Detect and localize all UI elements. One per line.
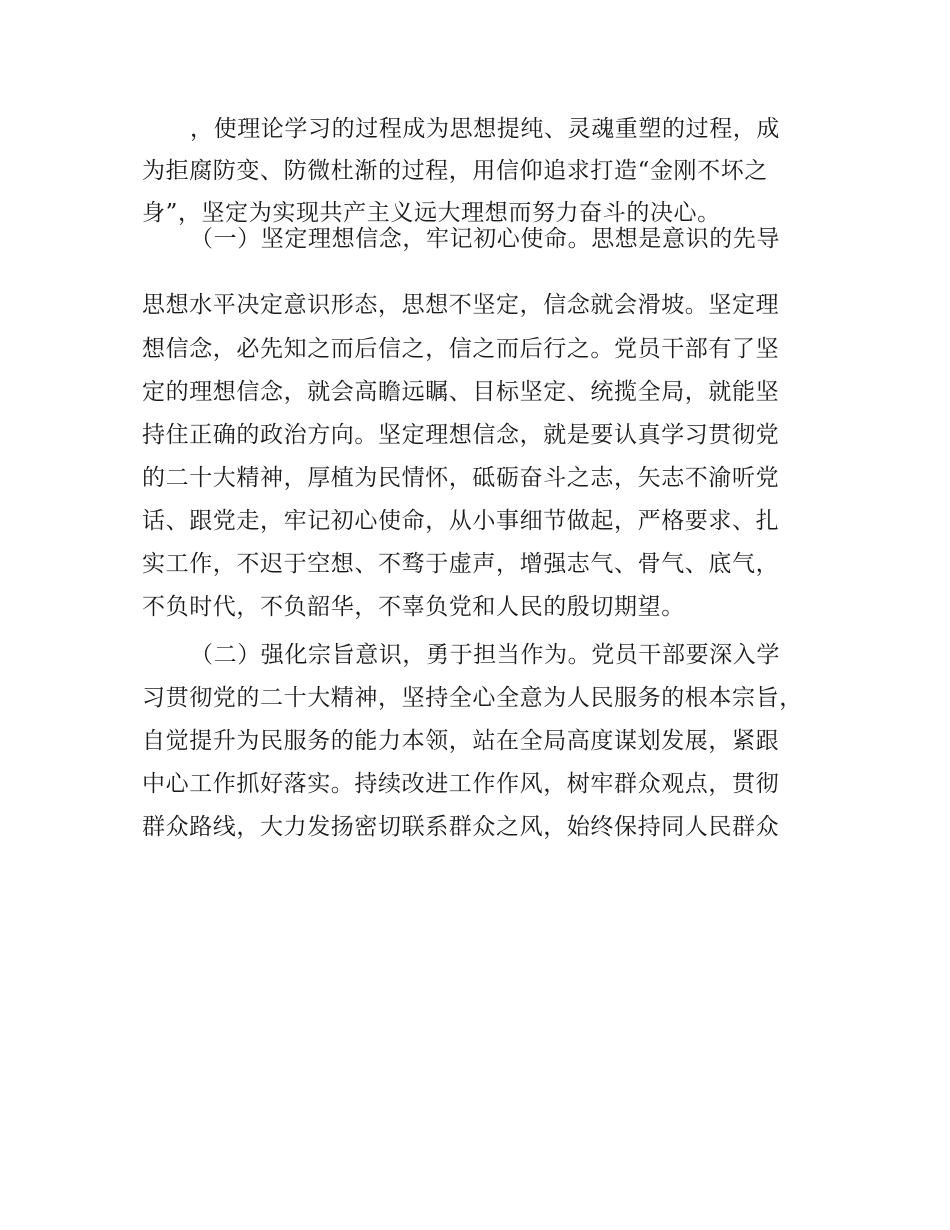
text-line: 的二十大精神，厚植为民情怀，砥砺奋斗之志，矢志不渝听党 (142, 465, 780, 491)
section-heading-line: （二）强化宗旨意识，勇于担当作为。党员干部要深入学 (190, 642, 780, 668)
text-line: 群众路线，大力发扬密切联系群众之风，始终保持同人民群众 (142, 814, 780, 840)
text-line: ，使理论学习的过程成为思想提纯、灵魂重塑的过程，成 (190, 116, 780, 142)
text-line: 话、跟党走，牢记初心使命，从小事细节做起，严格要求、扎 (142, 508, 780, 534)
text-line: 持住正确的政治方向。坚定理想信念，就是要认真学习贯彻党 (142, 422, 780, 448)
text-line: 身”，坚定为实现共产主义远大理想而努力奋斗的决心。 (142, 200, 721, 226)
section-heading-line: （一）坚定理想信念，牢记初心使命。思想是意识的先导 (190, 226, 780, 252)
text-line: 不负时代，不负韶华，不辜负党和人民的殷切期望。 (142, 594, 685, 620)
text-line: 定的理想信念，就会高瞻远瞩、目标坚定、统揽全局，就能坚 (142, 379, 780, 405)
text-line: 中心工作抓好落实。持续改进工作作风，树牢群众观点，贯彻 (142, 771, 780, 797)
text-line: 思想水平决定意识形态，思想不坚定，信念就会滑坡。坚定理 (142, 292, 780, 318)
text-line: 自觉提升为民服务的能力本领，站在全局高度谋划发展，紧跟 (142, 728, 780, 754)
text-line: 想信念，必先知之而后信之，信之而后行之。党员干部有了坚 (142, 336, 780, 362)
text-line: 习贯彻党的二十大精神，坚持全心全意为人民服务的根本宗旨， (142, 685, 803, 711)
text-line: 实工作，不迟于空想、不骛于虚声，增强志气、骨气、底气， (142, 551, 780, 577)
text-line: 为拒腐防变、防微杜渐的过程，用信仰追求打造“金刚不坏之 (142, 158, 768, 184)
